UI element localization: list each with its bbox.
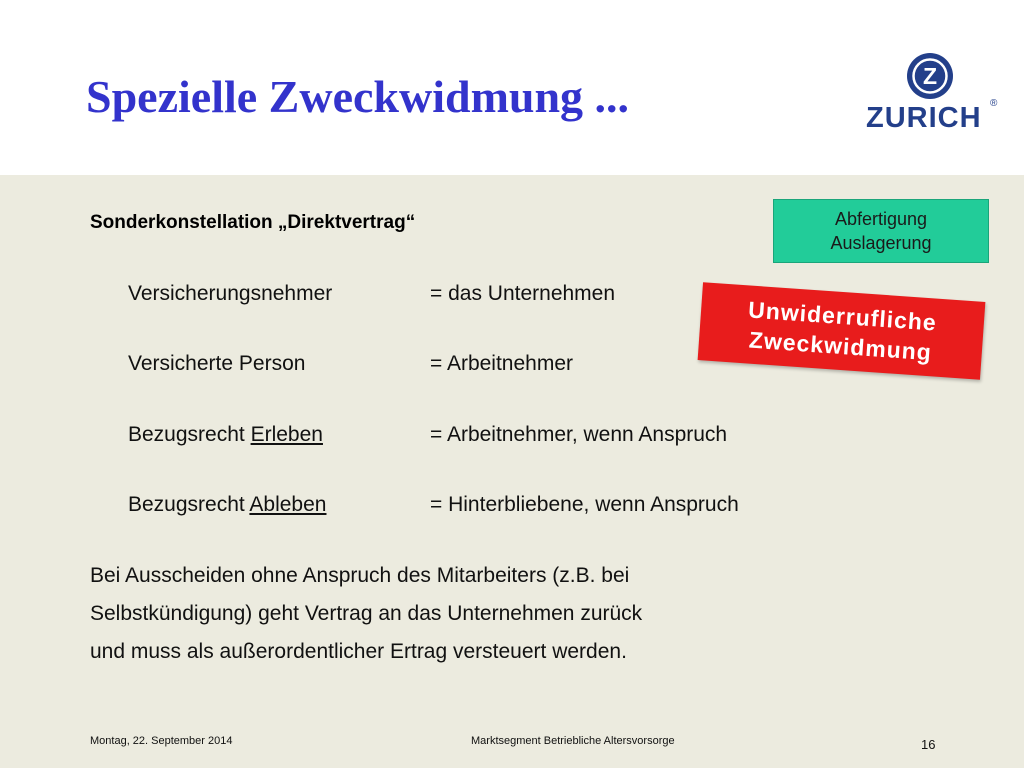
paragraph-line: Selbstkündigung) geht Vertrag an das Unternehmen zurück [90, 602, 643, 625]
abfertigung-box-line1: Abfertigung [834, 209, 928, 229]
stamp-line1: Unwiderrufliche [747, 296, 938, 336]
row-label-underlined: Ableben [249, 493, 327, 516]
row-label: Versicherte Person [128, 352, 306, 375]
row-value: = Arbeitnehmer [430, 352, 574, 375]
abfertigung-box [773, 199, 989, 263]
row-label-prefix: Bezugsrecht [128, 423, 251, 446]
slide-content [0, 175, 1024, 768]
row-label-underlined: Erleben [250, 423, 323, 446]
footer-date: Montag, 22. September 2014 [90, 735, 233, 747]
footer-center-text: Marktsegment Betriebliche Altersvorsorge [471, 735, 675, 747]
row-label-prefix: Bezugsrecht [128, 493, 250, 516]
registered-mark: ® [990, 98, 998, 109]
paragraph-line: Bei Ausscheiden ohne Anspruch des Mitarbeiters (z.B. bei [90, 564, 630, 587]
zweckwidmung-stamp [698, 282, 986, 380]
row-label [128, 423, 323, 447]
zurich-logo [862, 50, 1007, 140]
zurich-emblem-icon [906, 52, 954, 100]
abfertigung-box-line2: Auslagerung [830, 233, 932, 253]
zurich-emblem-letter: Z [922, 63, 938, 89]
zurich-wordmark: ZURICH [866, 102, 982, 134]
explanation-paragraph [90, 557, 810, 671]
row-label [128, 493, 326, 517]
paragraph-line: und muss als außerordentlicher Ertrag versteuert werden. [90, 640, 627, 663]
row-value: = das Unternehmen [430, 282, 616, 305]
row-value: = Hinterbliebene, wenn Anspruch [430, 493, 739, 516]
slide-title: Spezielle Zweckwidmung ... [86, 71, 630, 122]
stamp-line2: Zweckwidmung [748, 326, 933, 366]
section-subtitle: Sonderkonstellation „Direktvertrag“ [90, 212, 416, 233]
row-label: Versicherungsnehmer [128, 282, 333, 305]
row-value: = Arbeitnehmer, wenn Anspruch [430, 423, 728, 446]
page-number: 16 [921, 737, 936, 752]
slide-header [0, 0, 1024, 175]
